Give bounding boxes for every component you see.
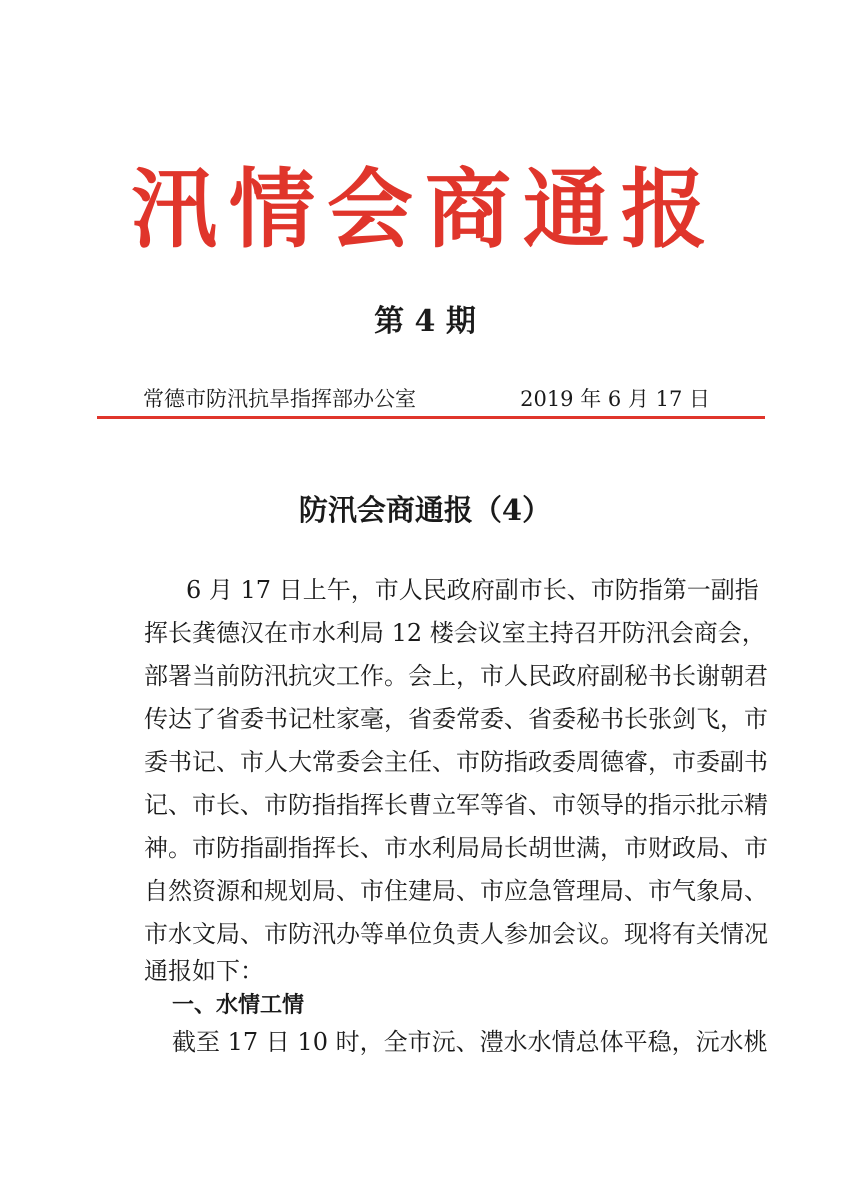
document-title: 防汛会商通报（4） [298,493,552,527]
paragraph-line: 通报如下： [144,957,264,985]
paragraph-line: 6 月 17 日上午，市人民政府副市长、市防指第一副指 [186,576,759,604]
red-divider-rule [97,416,765,419]
issue-number: 第 4 期 [374,304,476,339]
section-heading: 一、水情工情 [172,993,305,1018]
section-line: 截至 17 日 10 时，全市沅、澧水水情总体平稳，沅水桃 [172,1028,768,1056]
paragraph-line: 部署当前防汛抗灾工作。会上，市人民政府副秘书长谢朝君 [144,662,768,690]
paragraph-line: 神。市防指副指挥长、市水利局局长胡世满，市财政局、市 [144,834,768,862]
paragraph-line: 挥长龚德汉在市水利局 12 楼会议室主持召开防汛会商会， [144,619,766,647]
paragraph-line: 传达了省委书记杜家毫，省委常委、省委秘书长张剑飞，市 [144,705,768,733]
masthead-title: 汛情会商通报 [131,159,719,260]
paragraph-line: 记、市长、市防指指挥长曹立军等省、市领导的指示批示精 [144,791,768,819]
paragraph-line: 委书记、市人大常委会主任、市防指政委周德睿，市委副书 [144,748,768,776]
issuing-office: 常德市防汛抗旱指挥部办公室 [143,387,416,411]
issue-date: 2019 年 6 月 17 日 [520,387,710,411]
paragraph-line: 市水文局、市防汛办等单位负责人参加会议。现将有关情况 [144,920,768,948]
paragraph-line: 自然资源和规划局、市住建局、市应急管理局、市气象局、 [144,877,768,905]
